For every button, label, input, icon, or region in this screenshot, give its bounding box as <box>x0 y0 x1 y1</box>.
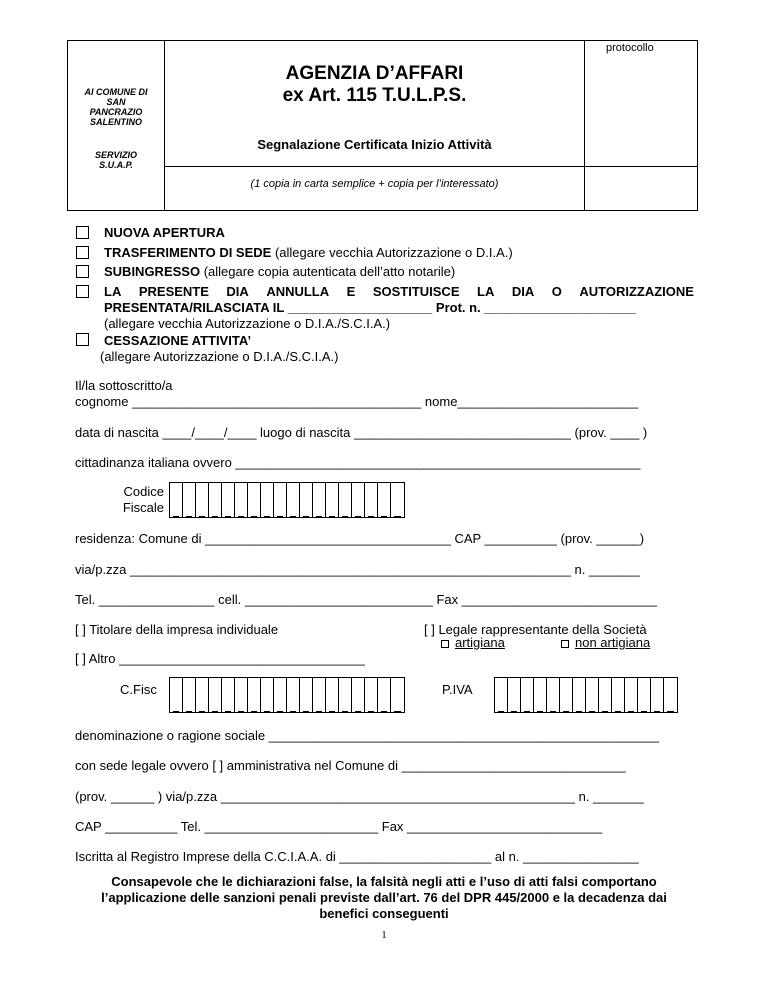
page-title: AGENZIA D’AFFARI ex Art. 115 T.U.L.P.S. <box>282 63 467 106</box>
nascita-field[interactable]: data di nascita ____/____/____ luogo di nascita ______________________________ (prov. ____ ) <box>75 425 648 440</box>
page-number: 1 <box>381 929 387 941</box>
presente-dia-checkbox[interactable] <box>76 285 89 298</box>
legale-option[interactable]: [ ] Legale rappresentante della Società <box>424 622 647 637</box>
sede-field[interactable]: con sede legale ovvero [ ] amministrativa nel Comune di _______________________________ <box>75 758 626 773</box>
cfisc-label: C.Fisc <box>120 682 157 697</box>
presente-note: (allegare vecchia Autorizzazione o D.I.A./S.C.I.A.) <box>104 316 391 331</box>
presentata-line: PRESENTATA/RILASCIATA IL ____________________ Prot. n. _____________________ <box>104 300 637 315</box>
codice-fiscale-label: Codice Fiscale <box>122 484 164 515</box>
artigiana-checkbox[interactable] <box>441 640 449 648</box>
trasferimento-checkbox[interactable] <box>76 246 89 259</box>
non-artigiana-checkbox[interactable] <box>561 640 569 648</box>
subingresso-label: SUBINGRESSO (allegare copia autenticata dell’atto notarile) <box>104 264 456 279</box>
protocollo-label: protocollo <box>606 42 654 54</box>
denominazione-field[interactable]: denominazione o ragione sociale ______________________________________________________ <box>75 728 660 743</box>
ai-comune-label: AI COMUNE DI SAN PANCRAZIO SALENTINO <box>84 87 148 127</box>
sottoscritto-label: Il/la sottoscritto/a <box>75 378 173 393</box>
contatti-field[interactable]: Tel. ________________ cell. __________________________ Fax ___________________________ <box>75 592 657 607</box>
titolare-option[interactable]: [ ] Titolare della impresa individuale <box>75 622 279 637</box>
cfisc-grid[interactable] <box>169 677 405 713</box>
residenza-field[interactable]: residenza: Comune di __________________________________ CAP __________ (prov. ______) <box>75 531 645 546</box>
prov-via-field[interactable]: (prov. ______ ) via/p.zza _________________________________________________ n. _______ <box>75 789 644 804</box>
codice-fiscale-grid[interactable] <box>169 482 405 518</box>
registro-imprese-field[interactable]: Iscritta al Registro Imprese della C.C.I.A.A. di _____________________ al n. ________________ <box>75 849 639 864</box>
consapevole-paragraph: Consapevole che le dichiarazioni false, la falsità negli atti e l’uso di atti falsi comportano l’applicazione delle sanzioni penali previste dall’art. 76 del DPR 445/2000 e la decadenza dai benefici conseguenti <box>101 874 667 921</box>
artigiana-option[interactable]: artigiana <box>441 635 505 651</box>
cessazione-note: (allegare Autorizzazione o D.I.A./S.C.I.A.) <box>100 349 339 364</box>
cessazione-checkbox[interactable] <box>76 333 89 346</box>
copies-note: (1 copia in carta semplice + copia per l’interessato) <box>250 178 499 190</box>
nuova-apertura-label: NUOVA APERTURA <box>104 225 225 240</box>
non-artigiana-option[interactable]: non artigiana <box>561 635 650 651</box>
nuova-apertura-checkbox[interactable] <box>76 226 89 239</box>
altro-field[interactable]: [ ] Altro __________________________________ <box>75 651 365 666</box>
via-field[interactable]: via/p.zza _____________________________________________________________ n. _______ <box>75 562 640 577</box>
cognome-nome-field[interactable]: cognome ________________________________________ nome_________________________ <box>75 394 639 409</box>
piva-label: P.IVA <box>442 682 473 697</box>
subingresso-checkbox[interactable] <box>76 265 89 278</box>
trasferimento-label: TRASFERIMENTO DI SEDE (allegare vecchia Autorizzazione o D.I.A.) <box>104 245 513 260</box>
piva-grid[interactable] <box>494 677 678 713</box>
cessazione-label: CESSAZIONE ATTIVITA’ <box>104 333 252 348</box>
cittadinanza-field[interactable]: cittadinanza italiana ovvero ________________________________________________________ <box>75 455 641 470</box>
servizio-label: SERVIZIO S.U.A.P. <box>94 150 137 170</box>
cap-tel-fax-field[interactable]: CAP __________ Tel. ________________________ Fax ___________________________ <box>75 819 603 834</box>
page-subtitle: Segnalazione Certificata Inizio Attività <box>257 137 492 152</box>
presente-dia-label: LA PRESENTE DIA ANNULLA E SOSTITUISCE LA DIA O AUTORIZZAZIONE <box>104 284 694 299</box>
